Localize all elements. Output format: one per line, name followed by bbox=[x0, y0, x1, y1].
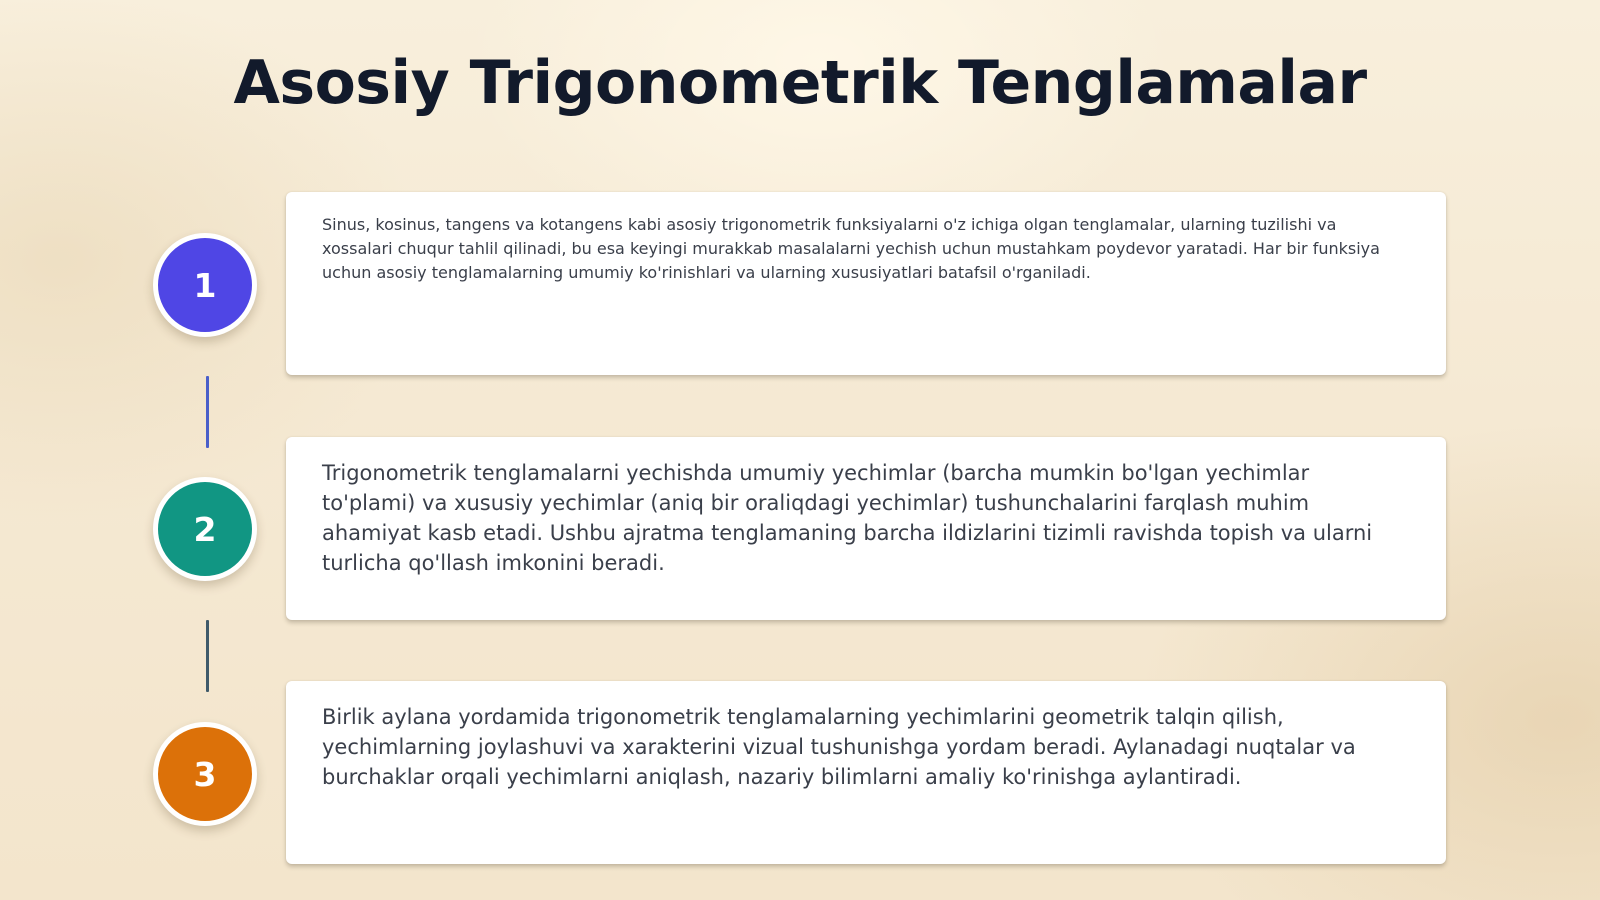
step-card-text-1: Sinus, kosinus, tangens va kotangens kabi asosiy trigonometrik funksiyalarni o'z ichiga olgan tenglamalar, ularning tuzilishi va xossalari chuqur tahlil qilinadi, bu esa keyingi murakkab masalalarni yechish uchun mustahkam poydevor yaratadi. Har bir funksiya uchun asosiy tenglamalarning umumiy ko'rinishlari va ularning xususiyatlari batafsil o'rganiladi. bbox=[322, 215, 1380, 282]
slide-title: Asosiy Trigonometrik Tenglamalar bbox=[233, 48, 1367, 118]
timeline-connector-1 bbox=[206, 376, 209, 448]
step-number-badge-2: 2 bbox=[153, 477, 257, 581]
step-card-1 bbox=[286, 192, 1446, 375]
step-number-badge-1: 1 bbox=[153, 233, 257, 337]
step-card-3 bbox=[286, 681, 1446, 864]
step-card-2 bbox=[286, 437, 1446, 620]
step-number-badge-3: 3 bbox=[153, 722, 257, 826]
step-card-text-2: Trigonometrik tenglamalarni yechishda umumiy yechimlar (barcha mumkin bo'lgan yechimlar to'plami) va xususiy yechimlar (aniq bir oraliqdagi yechimlar) tushunchalarini farqlash muhim ahamiyat kasb etadi. Ushbu ajratma tenglamaning barcha ildizlarini tizimli ravishda topish va ularni turlicha qo'llash imkonini beradi. bbox=[322, 461, 1373, 575]
timeline-connector-2 bbox=[206, 620, 209, 692]
step-card-text-3: Birlik aylana yordamida trigonometrik tenglamalarning yechimlarini geometrik talqin qilish, yechimlarning joylashuvi va xarakterini vizual tushunishga yordam beradi. Aylanadagi nuqtalar va burchaklar orqali yechimlarni aniqlash, nazariy bilimlarni amaliy ko'rinishga aylantiradi. bbox=[322, 705, 1356, 789]
